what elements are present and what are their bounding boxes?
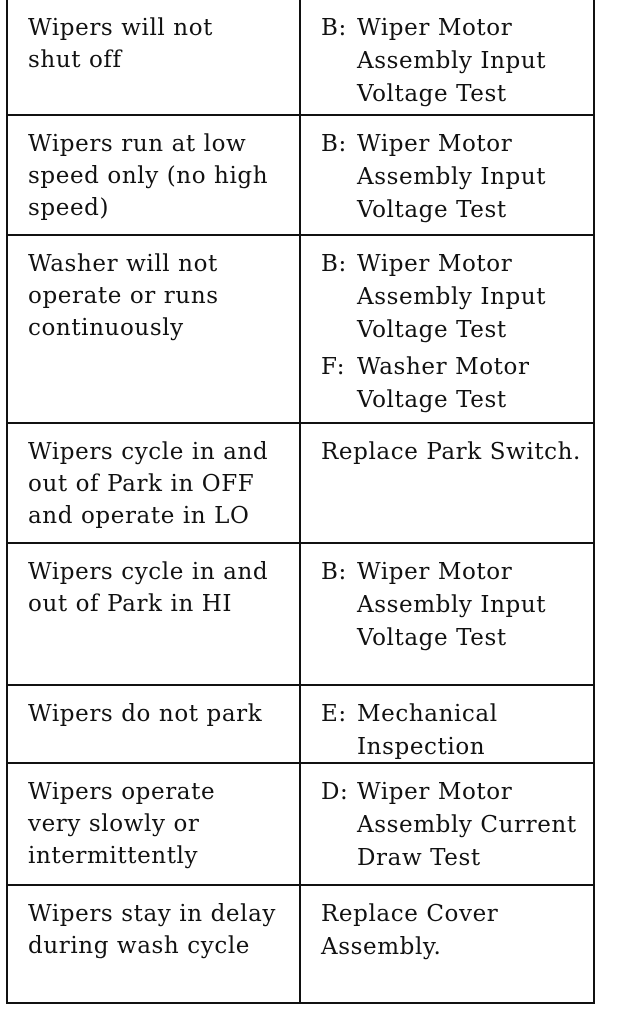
action-cell xyxy=(301,886,593,1004)
action-cell xyxy=(301,0,593,114)
action-text: Replace Park Switch. xyxy=(321,439,581,465)
action-cell xyxy=(301,764,593,884)
symptom-cell: Wipers operate very slowly or intermittently xyxy=(8,764,301,884)
action-text: Replace Cover Assembly. xyxy=(321,901,499,960)
table-row xyxy=(8,886,593,1004)
test-step xyxy=(321,556,593,655)
table-row xyxy=(8,424,593,544)
table-row xyxy=(8,236,593,424)
step-code: B: xyxy=(321,15,347,41)
step-code: B: xyxy=(321,131,347,157)
step-text: Mechanical Inspection xyxy=(357,701,498,760)
action-cell xyxy=(301,116,593,234)
symptom-cell: Washer will not operate or runs continuously xyxy=(8,236,301,422)
step-code: B: xyxy=(321,251,347,277)
test-step xyxy=(321,776,593,875)
step-code: D: xyxy=(321,779,349,805)
table-row xyxy=(8,686,593,764)
table-row xyxy=(8,544,593,686)
symptom-cell: Wipers will not shut off xyxy=(8,0,301,114)
action-cell xyxy=(301,686,593,762)
step-text: Wiper Motor Assembly Input Voltage Test xyxy=(357,559,547,651)
table-row xyxy=(8,0,593,116)
table-row xyxy=(8,116,593,236)
symptom-cell: Wipers cycle in and out of Park in HI xyxy=(8,544,301,684)
diagnosis-table xyxy=(6,0,595,1004)
step-text: Wiper Motor Assembly Input Voltage Test xyxy=(357,15,547,107)
table-row xyxy=(8,764,593,886)
test-step xyxy=(321,248,593,347)
action-cell xyxy=(301,544,593,684)
action-cell xyxy=(301,236,593,422)
step-text: Wiper Motor Assembly Current Draw Test xyxy=(357,779,577,871)
test-step xyxy=(321,698,593,764)
symptom-cell: Wipers cycle in and out of Park in OFF and operate in LO xyxy=(8,424,301,542)
step-text: Washer Motor Voltage Test xyxy=(357,354,530,413)
test-step xyxy=(321,351,593,417)
symptom-cell: Wipers run at low speed only (no high speed) xyxy=(8,116,301,234)
action-cell xyxy=(301,424,593,542)
step-text: Wiper Motor Assembly Input Voltage Test xyxy=(357,131,547,223)
step-code: E: xyxy=(321,701,347,727)
test-step xyxy=(321,128,593,227)
step-text: Wiper Motor Assembly Input Voltage Test xyxy=(357,251,547,343)
symptom-cell: Wipers do not park xyxy=(8,686,301,762)
symptom-cell: Wipers stay in delay during wash cycle xyxy=(8,886,301,1004)
step-code: F: xyxy=(321,354,346,380)
step-code: B: xyxy=(321,559,347,585)
test-step xyxy=(321,12,593,111)
